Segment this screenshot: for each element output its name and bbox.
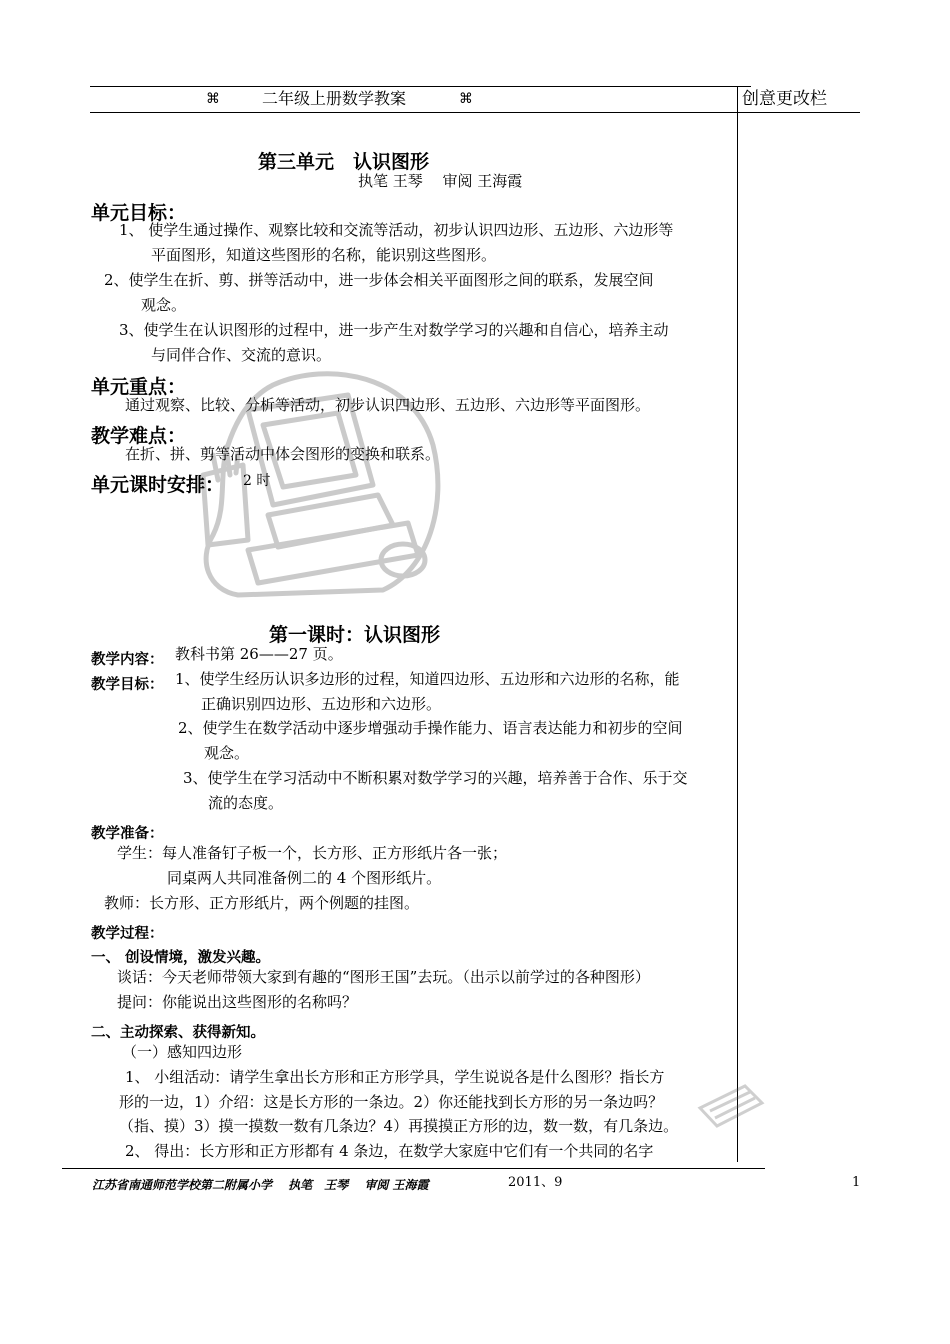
section2-line: 1、 小组活动：请学生拿出长方形和正方形学具，学生说说各是什么图形？指长方 bbox=[125, 1068, 665, 1086]
footer-date: 2011、9 bbox=[508, 1175, 563, 1190]
unit-key-heading: 单元重点： bbox=[91, 376, 187, 398]
lesson-title: 第一课时：认识图形 bbox=[269, 624, 441, 646]
header-title: 二年级上册数学教案 bbox=[262, 89, 407, 108]
unit-difficulty-text: 在折、拼、剪等活动中体会图形的变换和联系。 bbox=[125, 445, 441, 463]
unit-goal-line: 与同伴合作、交流的意识。 bbox=[151, 346, 332, 364]
header-symbol-right: ⌘ bbox=[459, 91, 473, 107]
lesson-goal-line: 1、使学生经历认识多边形的过程，知道四边形、五边形和六边形的名称，能 bbox=[175, 670, 680, 688]
lesson-prep-line: 学生：每人准备钉子板一个，长方形、正方形纸片各一张； bbox=[117, 844, 508, 862]
unit-title: 第三单元 认识图形 bbox=[258, 151, 430, 173]
page-number: 1 bbox=[852, 1175, 861, 1190]
lesson-goal-line: 2、使学生在数学活动中逐步增强动手操作能力、语言表达能力和初步的空间 bbox=[178, 719, 683, 737]
section2-line: 2、 得出：长方形和正方形都有 4 条边，在数学大家庭中它们有一个共同的名字 bbox=[125, 1142, 654, 1160]
lesson-goal-line: 观念。 bbox=[204, 744, 250, 762]
section2-title: 二、主动探索、获得新知。 bbox=[91, 1025, 265, 1041]
lesson-goal-line: 流的态度。 bbox=[208, 794, 284, 812]
unit-key-text: 通过观察、比较、分析等活动，初步认识四边形、五边形、六边形等平面图形。 bbox=[125, 396, 651, 414]
lesson-goal-line: 3、使学生在学习活动中不断积累对数学学习的兴趣，培养善于合作、乐于交 bbox=[183, 769, 688, 787]
section2-line: （指、摸）3）摸一摸数一数有几条边？4）再摸摸正方形的边，数一数，有几条边。 bbox=[119, 1117, 679, 1135]
lesson-goals-label: 教学目标： bbox=[91, 677, 164, 693]
unit-goal-line: 1、 使学生通过操作、观察比较和交流等活动，初步认识四边形、五边形、六边形等 bbox=[119, 221, 674, 239]
section2-line: 形的一边，1）介绍：这是长方形的一条边。2）你还能找到长方形的另一条边吗？ bbox=[119, 1093, 664, 1111]
unit-schedule-value: 2 时 bbox=[243, 473, 271, 489]
section1-title: 一、 创设情境，激发兴趣。 bbox=[91, 950, 271, 966]
lesson-process-label: 教学过程： bbox=[91, 926, 164, 942]
header-top-rule bbox=[90, 86, 751, 87]
lesson-prep-line: 教师：长方形、正方形纸片，两个例题的挂图。 bbox=[104, 894, 420, 912]
unit-goals-heading: 单元目标： bbox=[91, 202, 187, 224]
lesson-goal-line: 正确识别四边形、五边形和六边形。 bbox=[201, 695, 442, 713]
unit-goal-line: 平面图形，知道这些图形的名称，能识别这些图形。 bbox=[151, 246, 497, 264]
lesson-content-label: 教学内容： bbox=[91, 652, 164, 668]
unit-goal-line: 2、使学生在折、剪、拼等活动中，进一步体会相关平面图形之间的联系，发展空间 bbox=[104, 271, 654, 289]
unit-authors: 执笔 王琴 审阅 王海霞 bbox=[358, 172, 523, 190]
margin-column-divider bbox=[737, 86, 738, 1162]
unit-difficulty-heading: 教学难点： bbox=[91, 425, 187, 447]
header-bottom-rule bbox=[90, 112, 860, 113]
section2-line: （一）感知四边形 bbox=[122, 1043, 243, 1061]
section1-line: 提问：你能说出这些图形的名称吗？ bbox=[117, 993, 358, 1011]
margin-column-label: 创意更改栏 bbox=[742, 89, 827, 109]
unit-goal-line: 3、使学生在认识图形的过程中，进一步产生对数学学习的兴趣和自信心，培养主动 bbox=[119, 321, 669, 339]
footer-school: 江苏省南通师范学校第二附属小学 执笔 王琴 审阅 王海霞 bbox=[92, 1178, 429, 1192]
pencil-watermark-icon bbox=[690, 1078, 770, 1133]
lesson-prep-label: 教学准备： bbox=[91, 826, 164, 842]
unit-schedule-heading: 单元课时安排： bbox=[91, 474, 225, 496]
lesson-prep-line: 同桌两人共同准备例二的 4 个图形纸片。 bbox=[167, 869, 442, 887]
footer-rule bbox=[62, 1168, 765, 1169]
section1-line: 谈话：今天老师带领大家到有趣的“图形王国”去玩。（出示以前学过的各种图形） bbox=[117, 968, 650, 986]
unit-goal-line: 观念。 bbox=[141, 296, 187, 314]
lesson-content-text: 教科书第 26——27 页。 bbox=[175, 645, 343, 663]
header-symbol-left: ⌘ bbox=[206, 91, 220, 107]
